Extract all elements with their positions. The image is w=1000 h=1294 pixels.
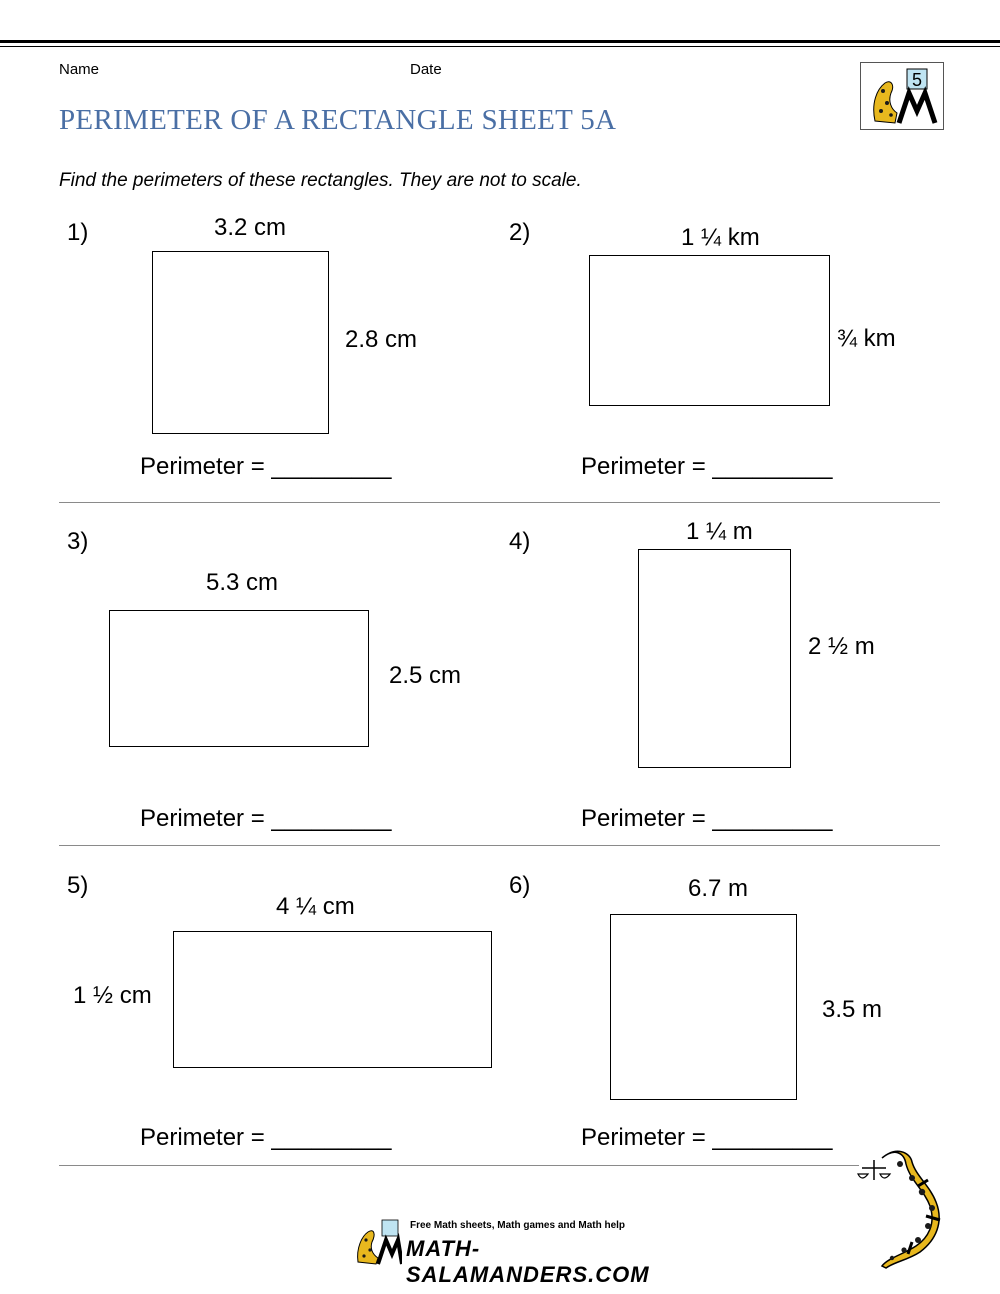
salamander-mascot-svg	[852, 1146, 952, 1272]
footer-salamander-svg	[352, 1218, 402, 1266]
footer-brand: MATH-SALAMANDERS.COM	[406, 1236, 650, 1287]
question-4-answer: Perimeter = _________	[581, 805, 833, 832]
math-salamanders-logo-icon	[352, 1218, 650, 1287]
question-2-rectangle	[589, 255, 830, 406]
question-1-top-label: 3.2 cm	[214, 214, 287, 241]
question-2-answer: Perimeter = _________	[581, 453, 833, 480]
row-separator-3	[59, 1165, 859, 1166]
question-2-number: 2)	[509, 219, 531, 246]
question-3-answer: Perimeter = _________	[140, 805, 392, 832]
footer-tagline: Free Math sheets, Math games and Math help	[410, 1220, 626, 1231]
question-2-side-label: ¾ km	[837, 325, 896, 352]
question-1-answer: Perimeter = _________	[140, 453, 392, 480]
salamander-logo-svg	[861, 63, 943, 129]
question-4-number: 4)	[509, 528, 531, 555]
question-4-rectangle	[638, 549, 791, 768]
question-3-rectangle	[109, 610, 369, 747]
top-rule-thin	[0, 46, 1000, 47]
top-rule	[0, 40, 1000, 43]
question-1-number: 1)	[67, 219, 89, 246]
date-label: Date	[410, 61, 442, 78]
question-6-side-label: 3.5 m	[822, 996, 883, 1023]
row-separator-1	[59, 502, 940, 503]
instructions: Find the perimeters of these rectangles. They are not to scale.	[59, 170, 582, 191]
question-5-side-label: 1 ½ cm	[73, 982, 152, 1009]
salamander-mascot-icon	[852, 1146, 952, 1272]
question-6-answer: Perimeter = _________	[581, 1124, 833, 1151]
question-1-rectangle	[152, 251, 329, 434]
question-1-side-label: 2.8 cm	[345, 326, 418, 353]
question-5-answer: Perimeter = _________	[140, 1124, 392, 1151]
salamander-logo-icon	[860, 62, 944, 130]
page-title: PERIMETER OF A RECTANGLE SHEET 5A	[59, 104, 617, 136]
question-3-top-label: 5.3 cm	[206, 569, 279, 596]
question-5-rectangle	[173, 931, 492, 1068]
question-6-rectangle	[610, 914, 797, 1100]
question-3-number: 3)	[67, 528, 89, 555]
name-label: Name	[59, 61, 100, 78]
question-4-top-label: 1 ¼ m	[686, 518, 753, 545]
question-2-top-label: 1 ¼ km	[681, 224, 760, 251]
question-4-side-label: 2 ½ m	[808, 633, 875, 660]
question-6-top-label: 6.7 m	[688, 875, 749, 902]
question-3-side-label: 2.5 cm	[389, 662, 462, 689]
row-separator-2	[59, 845, 940, 846]
question-5-top-label: 4 ¼ cm	[276, 893, 355, 920]
question-6-number: 6)	[509, 872, 531, 899]
question-5-number: 5)	[67, 872, 89, 899]
grade-badge-number: 5	[912, 70, 923, 90]
